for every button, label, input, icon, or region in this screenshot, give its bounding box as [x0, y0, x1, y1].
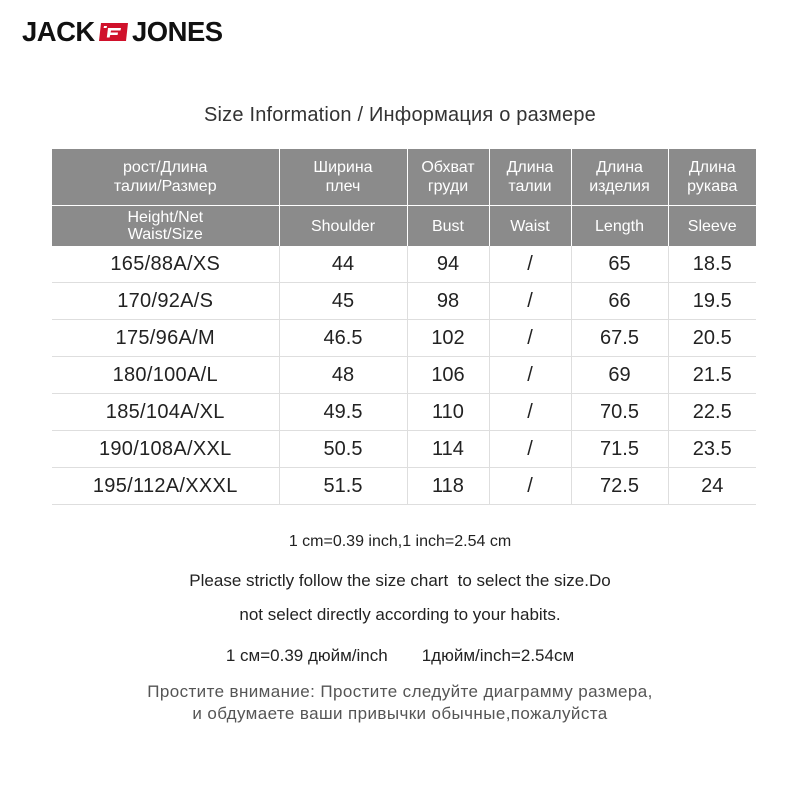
- table-cell-bust: 94: [407, 246, 489, 283]
- table-header-row-ru: [52, 149, 756, 206]
- table-cell-sleeve: 20.5: [668, 320, 756, 357]
- table-cell-length: 67.5: [571, 320, 668, 357]
- table-cell-size: 165/88A/XS: [52, 246, 279, 283]
- size-advice-ru-line-2: и обдумаете ваши привычки обычные,пожалуйста: [192, 704, 608, 723]
- table-row: [52, 320, 756, 357]
- header-en-sleeve: Sleeve: [668, 206, 756, 247]
- table-row: [52, 357, 756, 394]
- table-cell-bust: 118: [407, 468, 489, 505]
- table-row: [52, 394, 756, 431]
- table-cell-shoulder: 51.5: [279, 468, 407, 505]
- table-cell-size: 195/112A/XXXL: [52, 468, 279, 505]
- size-advice-line-1: Please strictly follow the size chart to select the size.Do: [189, 571, 611, 590]
- table-cell-size: 185/104A/XL: [52, 394, 279, 431]
- table-cell-bust: 110: [407, 394, 489, 431]
- header-ru-waist: Длина талии: [489, 149, 571, 206]
- header-en-length: Length: [571, 206, 668, 247]
- table-cell-waist: /: [489, 431, 571, 468]
- table-cell-size: 180/100A/L: [52, 357, 279, 394]
- table-cell-bust: 98: [407, 283, 489, 320]
- table-cell-shoulder: 48: [279, 357, 407, 394]
- header-ru-length: Длина изделия: [571, 149, 668, 206]
- table-cell-sleeve: 22.5: [668, 394, 756, 431]
- size-advice-ru-line-1: Простите внимание: Простите следуйте диаграмму размера,: [147, 682, 653, 701]
- table-cell-length: 70.5: [571, 394, 668, 431]
- size-advice-ru: [0, 681, 800, 725]
- table-cell-sleeve: 19.5: [668, 283, 756, 320]
- table-cell-size: 190/108A/XXL: [52, 431, 279, 468]
- table-cell-size: 170/92A/S: [52, 283, 279, 320]
- table-cell-bust: 114: [407, 431, 489, 468]
- header-ru-sleeve: Длина рукава: [668, 149, 756, 206]
- table-cell-length: 65: [571, 246, 668, 283]
- conversion-note-ru-inch: 1дюйм/inch=2.54см: [421, 646, 575, 665]
- table-cell-bust: 102: [407, 320, 489, 357]
- table-cell-sleeve: 18.5: [668, 246, 756, 283]
- header-en-size: Height/Net Waist/Size: [52, 206, 279, 247]
- table-cell-length: 72.5: [571, 468, 668, 505]
- table-cell-shoulder: 44: [279, 246, 407, 283]
- brand-logo: [22, 16, 225, 48]
- table-row: [52, 468, 756, 505]
- table-cell-shoulder: 50.5: [279, 431, 407, 468]
- header-en-bust: Bust: [407, 206, 489, 247]
- conversion-note-ru: [0, 646, 800, 666]
- table-cell-length: 66: [571, 283, 668, 320]
- page-title: Size Information / Информация о размере: [204, 104, 596, 126]
- conversion-note-en: 1 cm=0.39 inch,1 inch=2.54 cm: [288, 533, 512, 550]
- table-header-row-en: [52, 206, 756, 247]
- table-cell-length: 69: [571, 357, 668, 394]
- table-row: [52, 431, 756, 468]
- header-ru-size: рост/Длина талии/Размер: [52, 149, 279, 206]
- brand-logo-right-word: JONES: [132, 16, 223, 47]
- table-cell-length: 71.5: [571, 431, 668, 468]
- header-ru-shoulder: Ширина плеч: [279, 149, 407, 206]
- table-cell-waist: /: [489, 283, 571, 320]
- table-row: [52, 246, 756, 283]
- size-advice-line-2: not select directly according to your habits.: [239, 605, 561, 624]
- conversion-note-ru-cm: 1 см=0.39 дюйм/inch: [225, 646, 388, 665]
- size-table: [52, 149, 756, 505]
- table-cell-waist: /: [489, 468, 571, 505]
- table-cell-shoulder: 49.5: [279, 394, 407, 431]
- header-en-waist: Waist: [489, 206, 571, 247]
- table-cell-waist: /: [489, 246, 571, 283]
- table-cell-shoulder: 46.5: [279, 320, 407, 357]
- table-cell-bust: 106: [407, 357, 489, 394]
- table-cell-waist: /: [489, 394, 571, 431]
- table-cell-size: 175/96A/M: [52, 320, 279, 357]
- brand-logo-left-word: JACK: [22, 16, 95, 47]
- table-cell-waist: /: [489, 357, 571, 394]
- table-cell-sleeve: 21.5: [668, 357, 756, 394]
- table-cell-sleeve: 24: [668, 468, 756, 505]
- table-cell-sleeve: 23.5: [668, 431, 756, 468]
- brand-flag-icon: [99, 22, 129, 42]
- table-cell-shoulder: 45: [279, 283, 407, 320]
- header-ru-bust: Обхват груди: [407, 149, 489, 206]
- header-en-shoulder: Shoulder: [279, 206, 407, 247]
- table-cell-waist: /: [489, 320, 571, 357]
- table-row: [52, 283, 756, 320]
